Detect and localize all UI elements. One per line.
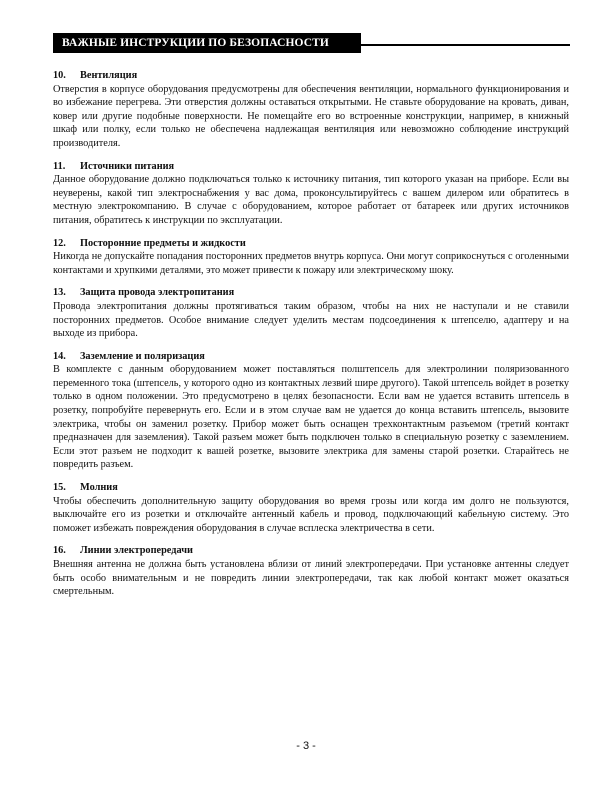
section-power-lines bbox=[53, 544, 569, 598]
section-ventilation bbox=[53, 69, 569, 151]
section-number: 11. bbox=[53, 160, 66, 172]
section-heading: Заземление и поляризация bbox=[80, 350, 205, 362]
section-number: 15. bbox=[53, 482, 66, 494]
section-number: 16. bbox=[53, 545, 66, 557]
section-heading: Молния bbox=[80, 482, 118, 494]
section-body: Провода электропитания должны протягиваться таким образом, чтобы на них не наступали и не ставили посторонних предметов. Особое внимание следует уделить местам подсоединения к штепселю, адаптеру и на выходе из прибора. bbox=[53, 300, 569, 340]
section-heading: Линии электропередачи bbox=[80, 545, 193, 557]
section-number: 10. bbox=[53, 70, 66, 81]
section-number: 12. bbox=[53, 237, 66, 249]
section-body: Никогда не допускайте попадания посторонних предметов внутрь корпуса. Они могут соприкоснуться с оголенными контактами и хрупкими деталями, это может привести к пожару или электрическому шоку. bbox=[53, 251, 569, 276]
section-number: 14. bbox=[53, 350, 66, 362]
section-heading: Вентиляция bbox=[80, 70, 138, 81]
instructions-content bbox=[53, 69, 569, 608]
section-heading: Защита провода электропитания bbox=[80, 287, 235, 299]
section-heading: Источники питания bbox=[80, 160, 175, 172]
section-power-sources bbox=[53, 160, 569, 228]
header-divider-line bbox=[361, 44, 570, 46]
section-number: 13. bbox=[53, 287, 66, 299]
section-title bbox=[53, 237, 569, 251]
section-title bbox=[53, 481, 569, 495]
section-power-cord bbox=[53, 286, 569, 340]
section-title bbox=[53, 286, 569, 300]
section-body: Внешняя антенна не должна быть установлена вблизи от линий электропередачи. При установке антенны следует быть особо внимательным и не повредить линии электропередачи, так как любой контакт может оказаться смертельным. bbox=[53, 559, 569, 598]
section-body: Чтобы обеспечить дополнительную защиту оборудования во время грозы или когда им долго не пользуются, выключайте его из розетки и отключайте антенный кабель и провод, подключающий кабельную систему. Это поможет избежать повреждения оборудования в случае всплеска электричества в сети. bbox=[53, 495, 569, 534]
section-grounding bbox=[53, 350, 569, 472]
section-body: Данное оборудование должно подключаться только к источнику питания, тип которого указан на приборе. Если вы неуверены, какой тип электроснабжения у вас дома, проконсультируйтесь с вашем дилером или обратитесь в местную электрокомпанию. В случае с оборудованием, которое работает от батареек или других источников питания, обратитесь к инструкции по эксплуатации. bbox=[53, 174, 569, 226]
section-lightning bbox=[53, 481, 569, 535]
section-foreign-objects bbox=[53, 237, 569, 278]
page-header-title: ВАЖНЫЕ ИНСТРУКЦИИ ПО БЕЗОПАСНОСТИ bbox=[53, 33, 361, 53]
section-title bbox=[53, 544, 569, 558]
section-title bbox=[53, 160, 569, 174]
page-number: - 3 - bbox=[296, 740, 316, 752]
section-title bbox=[53, 350, 569, 364]
section-heading: Посторонние предметы и жидкости bbox=[80, 237, 246, 249]
section-body: Отверстия в корпусе оборудования предусмотрены для обеспечения вентиляции, нормального функционирования и во избежание перегрева. Эти отверстия должны оставаться открытыми. Не ставьте оборудование на кровать, диван, ковер или другие подобные поверхности. Не помещайте его во встроенные конструкции, например, в книжный шкаф или полку, если только не обеспечена надлежащая вентиляция или невозможно соблюдение инструкций производителя. bbox=[53, 83, 569, 149]
section-body: В комплекте с данным оборудованием может поставляться полштепсель для электролинии поляризованного переменного тока (штепсель, у которого одно из контактных лезвий шире другого). Такой штепсель войдет в розетку только в одном положении. Это предусмотрено в целях безопасности. Если вам не удается вставить штепсель в розетку, попробуйте перевернуть его. Если и в этом случае вам не удается до конца вставить штепсель, вызовите электрика, чтобы он заменил розетку. Прибор может быть оснащен трехконтактным разъемом (третий контакт предназначен для заземления). Такой разъем может быть подключен только в специальную розетку с заземлением. Если этот разъем не подходит к вашей розетке, вызовите электрика для замены старой розетки. Старайтесь не повредить разъем. bbox=[53, 364, 569, 471]
section-title bbox=[53, 69, 569, 83]
